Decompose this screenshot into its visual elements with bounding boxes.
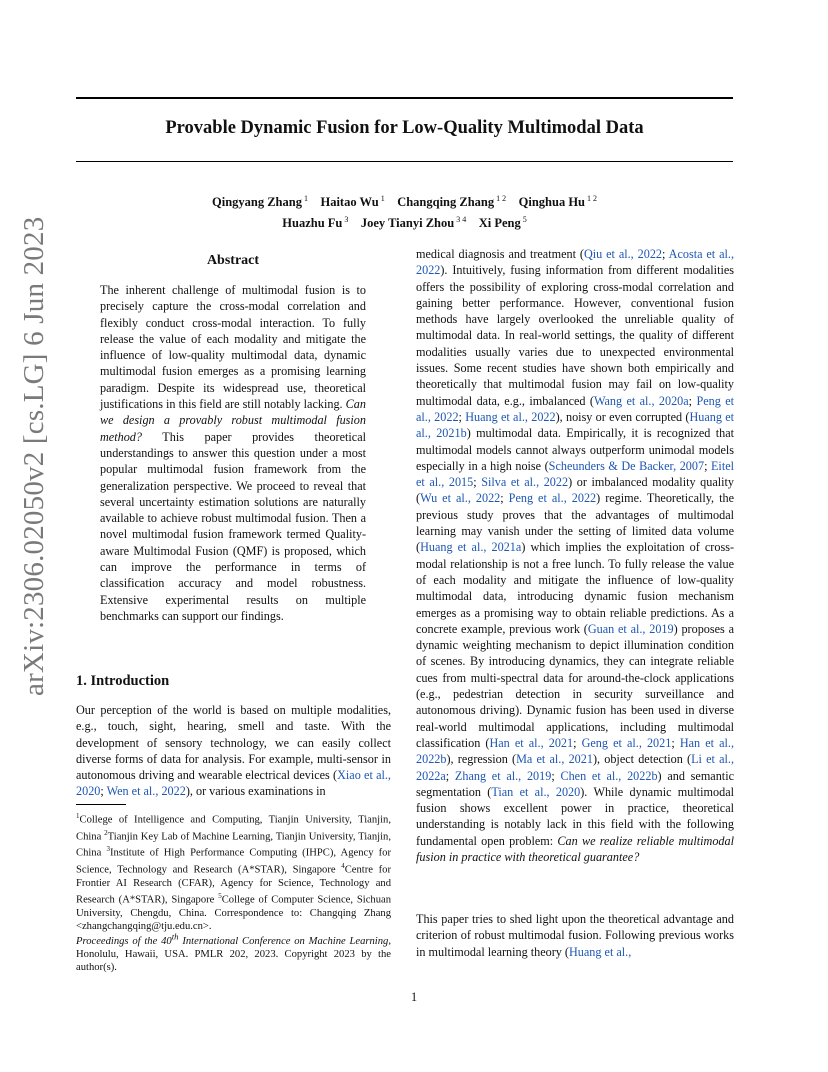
citation-link[interactable]: Peng et al., 2022	[416, 393, 735, 424]
citation-link[interactable]: Han et al., 2022b	[416, 735, 735, 767]
body-text: ;	[671, 735, 680, 750]
proceedings-text: International Conference on Machine Learning	[178, 935, 389, 947]
body-text: ;	[551, 768, 561, 783]
body-text: ), noisy or even corrupted (	[555, 409, 690, 424]
affiliations-footnote	[76, 810, 391, 933]
body-text: ). While dynamic multimodal fusion shows excellent power in practice, theoretical understanding is notably lack in this field with the following fundamental open problem:	[416, 784, 734, 848]
proceedings-note	[76, 930, 391, 974]
author-affiliation-mark: 1 2	[494, 194, 507, 203]
body-text: ) multimodal data. Empirically, it is recognized that multimodal models cannot always outperform unimodal models especially in a high noise (	[416, 426, 734, 473]
author-line-2	[76, 211, 733, 232]
intro-text: ), or various examinations in	[185, 784, 326, 799]
author-name: Qingyang Zhang	[212, 195, 302, 210]
footnote-text: Centre for Frontier AI Research (CFAR), Agency for Science, Technology and Research (A*STAR), Singapore	[76, 864, 391, 906]
citation-link[interactable]: Xiao et al., 2020	[76, 768, 391, 799]
intro-paragraph-right-2	[416, 911, 734, 960]
page-number: 1	[410, 990, 418, 1004]
citation-link[interactable]: Silva et al., 2022	[481, 475, 569, 490]
citation-link[interactable]: Han et al., 2021	[489, 735, 574, 750]
citation-link[interactable]: Huang et al., 2021b	[416, 409, 735, 441]
author-name: Xi Peng	[478, 216, 521, 231]
intro-paragraph-left	[76, 702, 391, 800]
abstract-text-b: This paper provides theoretical understandings to answer this question under a most popular multimodal fusion framework from the generalization perspective. We proceed to reveal that several uncertainty estimation solutions are naturally available to achieve robust multimodal fusion. Then a novel multimodal fusion framework termed Quality-aware Multimodal Fusion (QMF) is proposed, which can improve the performance in terms of classification accuracy and model robustness. Extensive experimental results on multiple benchmarks can support our findings.	[100, 429, 366, 623]
footnote-text: College of Computer Science, Sichuan University, Chengdu, China. Correspondence to: Changqing Zhang <zhangchangqing@tju.edu.cn>.	[76, 894, 391, 933]
author-affiliation-mark: 1 2	[585, 194, 597, 203]
body-text: ;	[662, 247, 669, 261]
author-name: Qinghua Hu	[518, 195, 585, 210]
author-affiliation-mark: 1	[378, 194, 385, 203]
body-text: ;	[500, 491, 509, 506]
footnote-mark: 5	[218, 892, 222, 901]
arxiv-id: arXiv:2306.02050v2 [cs.LG] 6 Jun 2023	[18, 216, 50, 696]
citation-link[interactable]: Huang et al.,	[569, 944, 632, 959]
proceedings-text: Proceedings of the	[76, 935, 162, 947]
author-list	[76, 190, 733, 232]
author-affiliation-mark: 3 4	[454, 215, 467, 225]
citation-link[interactable]: Acosta et al., 2022	[416, 247, 734, 278]
citation-link[interactable]: Peng et al., 2022	[508, 491, 597, 506]
citation-link[interactable]: Chen et al., 2022b	[560, 768, 658, 783]
citation-link[interactable]: Geng et al., 2021	[581, 735, 672, 750]
section-heading-introduction: 1. Introduction	[76, 673, 170, 689]
body-text: ), regression (	[446, 752, 517, 767]
citation-link[interactable]: Ma et al., 2021	[516, 752, 593, 767]
body-text: ;	[458, 409, 466, 424]
footnote-mark: 1	[76, 812, 80, 820]
arxiv-stamp	[12, 216, 56, 696]
proceedings-text: , Honolulu, Hawaii, USA. PMLR 202, 2023. Copyright 2023 by the author(s).	[76, 935, 391, 973]
footnote-text: College of Intelligence and Computing, Tianjin University, Tianjin, China	[76, 814, 391, 843]
author-name: Haitao Wu	[320, 195, 379, 210]
author-affiliation-mark: 1	[301, 194, 308, 203]
citation-link[interactable]: Wen et al., 2022	[106, 784, 186, 799]
body-text: ) regime. Theoretically, the previous study proves that the advantages of multimodal learning may vanish under the setting of limited data volume (	[416, 491, 735, 555]
citation-link[interactable]: Li et al., 2022a	[416, 752, 734, 783]
footnote-mark: 3	[106, 845, 110, 854]
body-text: ) and semantic segmentation (	[416, 768, 734, 799]
author-name: Joey Tianyi Zhou	[360, 216, 455, 231]
citation-link[interactable]: Tian et al., 2020	[491, 784, 581, 799]
citation-link[interactable]: Guan et al., 2019	[587, 621, 674, 636]
intro-text: Our perception of the world is based on multiple modalities, e.g., touch, sight, hearing, smell and taste. With the development of sensory technology, we can easily collect diverse forms of data for analysis. For example, multi-sensor in autonomous driving and wearable electrical devices (	[76, 703, 391, 783]
title-bottom-rule	[76, 161, 733, 162]
body-text: This paper tries to shed light upon the theoretical advantage and criterion of robust multimodal fusion. Following previous works in multimodal learning theory (	[416, 912, 734, 959]
abstract-question: Can we design a provably robust multimodal fusion method?	[100, 397, 366, 444]
author-name: Changqing Zhang	[397, 195, 495, 210]
body-text: ) which implies the exploitation of cross-modal relationship is not a free lunch. To fully release the value of each modality and mitigate the influence of low-quality multimodal data, introducing dynamic fusion mechanism emerges as a promising way to obtain reliable predictions. As a concrete example, previous work (	[416, 540, 735, 636]
citation-link[interactable]: Huang et al., 2022	[465, 409, 556, 424]
author-line-1	[76, 190, 733, 211]
footnote-text: Tianjin Key Lab of Machine Learning, Tianjin University, Tianjin, China	[76, 831, 391, 859]
paper-title: Provable Dynamic Fusion for Low-Quality Multimodal Data	[165, 118, 644, 138]
footnote-mark: 4	[341, 862, 345, 871]
body-text: ;	[688, 393, 697, 408]
proceedings-venue	[76, 931, 389, 947]
body-text: ;	[473, 475, 482, 490]
body-text: ;	[573, 735, 582, 750]
citation-link[interactable]: Qiu et al., 2022	[583, 247, 663, 261]
body-text: ) or imbalanced modality quality (	[416, 475, 734, 506]
abstract-body	[100, 282, 366, 624]
abstract-text-a: The inherent challenge of multimodal fusion is to precisely capture the cross-modal correlation and flexibly conduct cross-modal interaction. To fully release the value of each modality and mitigate the influence of low-quality multimodal data, dynamic multimodal fusion emerges as a promising learning paradigm. Despite its widespread use, theoretical justifications in this field are still notably lacking.	[100, 283, 366, 412]
top-rule	[76, 97, 733, 99]
footnote-text: Institute of High Performance Computing (IHPC), Agency for Science, Technology and Research (A*STAR), Singapore	[76, 848, 391, 876]
body-text: ), object detection (	[592, 752, 692, 767]
author-affiliation-mark: 3	[342, 215, 349, 225]
citation-link[interactable]: Scheunders & De Backer, 2007	[548, 458, 705, 473]
body-text: medical diagnosis and treatment (	[416, 247, 584, 261]
footnote-rule	[76, 804, 126, 805]
citation-link[interactable]: Huang et al., 2021a	[420, 540, 522, 555]
open-problem-question: Can we realize reliable multimodal fusion in practice with theoretical guarantee?	[416, 833, 734, 864]
author-name: Huazhu Fu	[282, 216, 343, 231]
proceedings-number: 40	[161, 935, 172, 947]
author-affiliation-mark: 5	[520, 215, 527, 225]
footnote-mark: 2	[104, 828, 108, 837]
abstract-heading: Abstract	[206, 253, 260, 268]
body-text: ) proposes a dynamic weighting mechanism to depict illumination condition of scenes. By introducing dynamics, they can integrate reliable cues from multi-spectral data for around-the-clock applications (e.g., pedestrian detection in security surveillance and autonomous driving). Dynamic fusion has been used in diverse real-world multimodal applications, including multimodal classification (	[416, 621, 734, 750]
citation-link[interactable]: Wu et al., 2022	[420, 491, 501, 506]
citation-link[interactable]: Wang et al., 2020a	[593, 393, 689, 408]
citation-link[interactable]: Zhang et al., 2019	[454, 768, 552, 783]
intro-paragraph-right	[416, 246, 734, 865]
proceedings-ordinal: th	[171, 931, 179, 941]
body-text: ;	[704, 458, 711, 473]
intro-text: ;	[100, 784, 107, 799]
citation-link[interactable]: Eitel et al., 2015	[416, 458, 734, 490]
body-text: ;	[445, 768, 455, 783]
body-text: ). Intuitively, fusing information from different modalities offers the possibility of exploring cross-modal correlation and gaining better performance. However, conventional fusion methods have largely overlooked the unreliable quality of multimodal data. In real-world settings, the quality of different modalities usually varies due to unexpected environmental issues. Some recent studies have shown both empirically and theoretically that multimodal fusion may fail on low-quality multimodal data, e.g., imbalanced (	[416, 263, 734, 408]
